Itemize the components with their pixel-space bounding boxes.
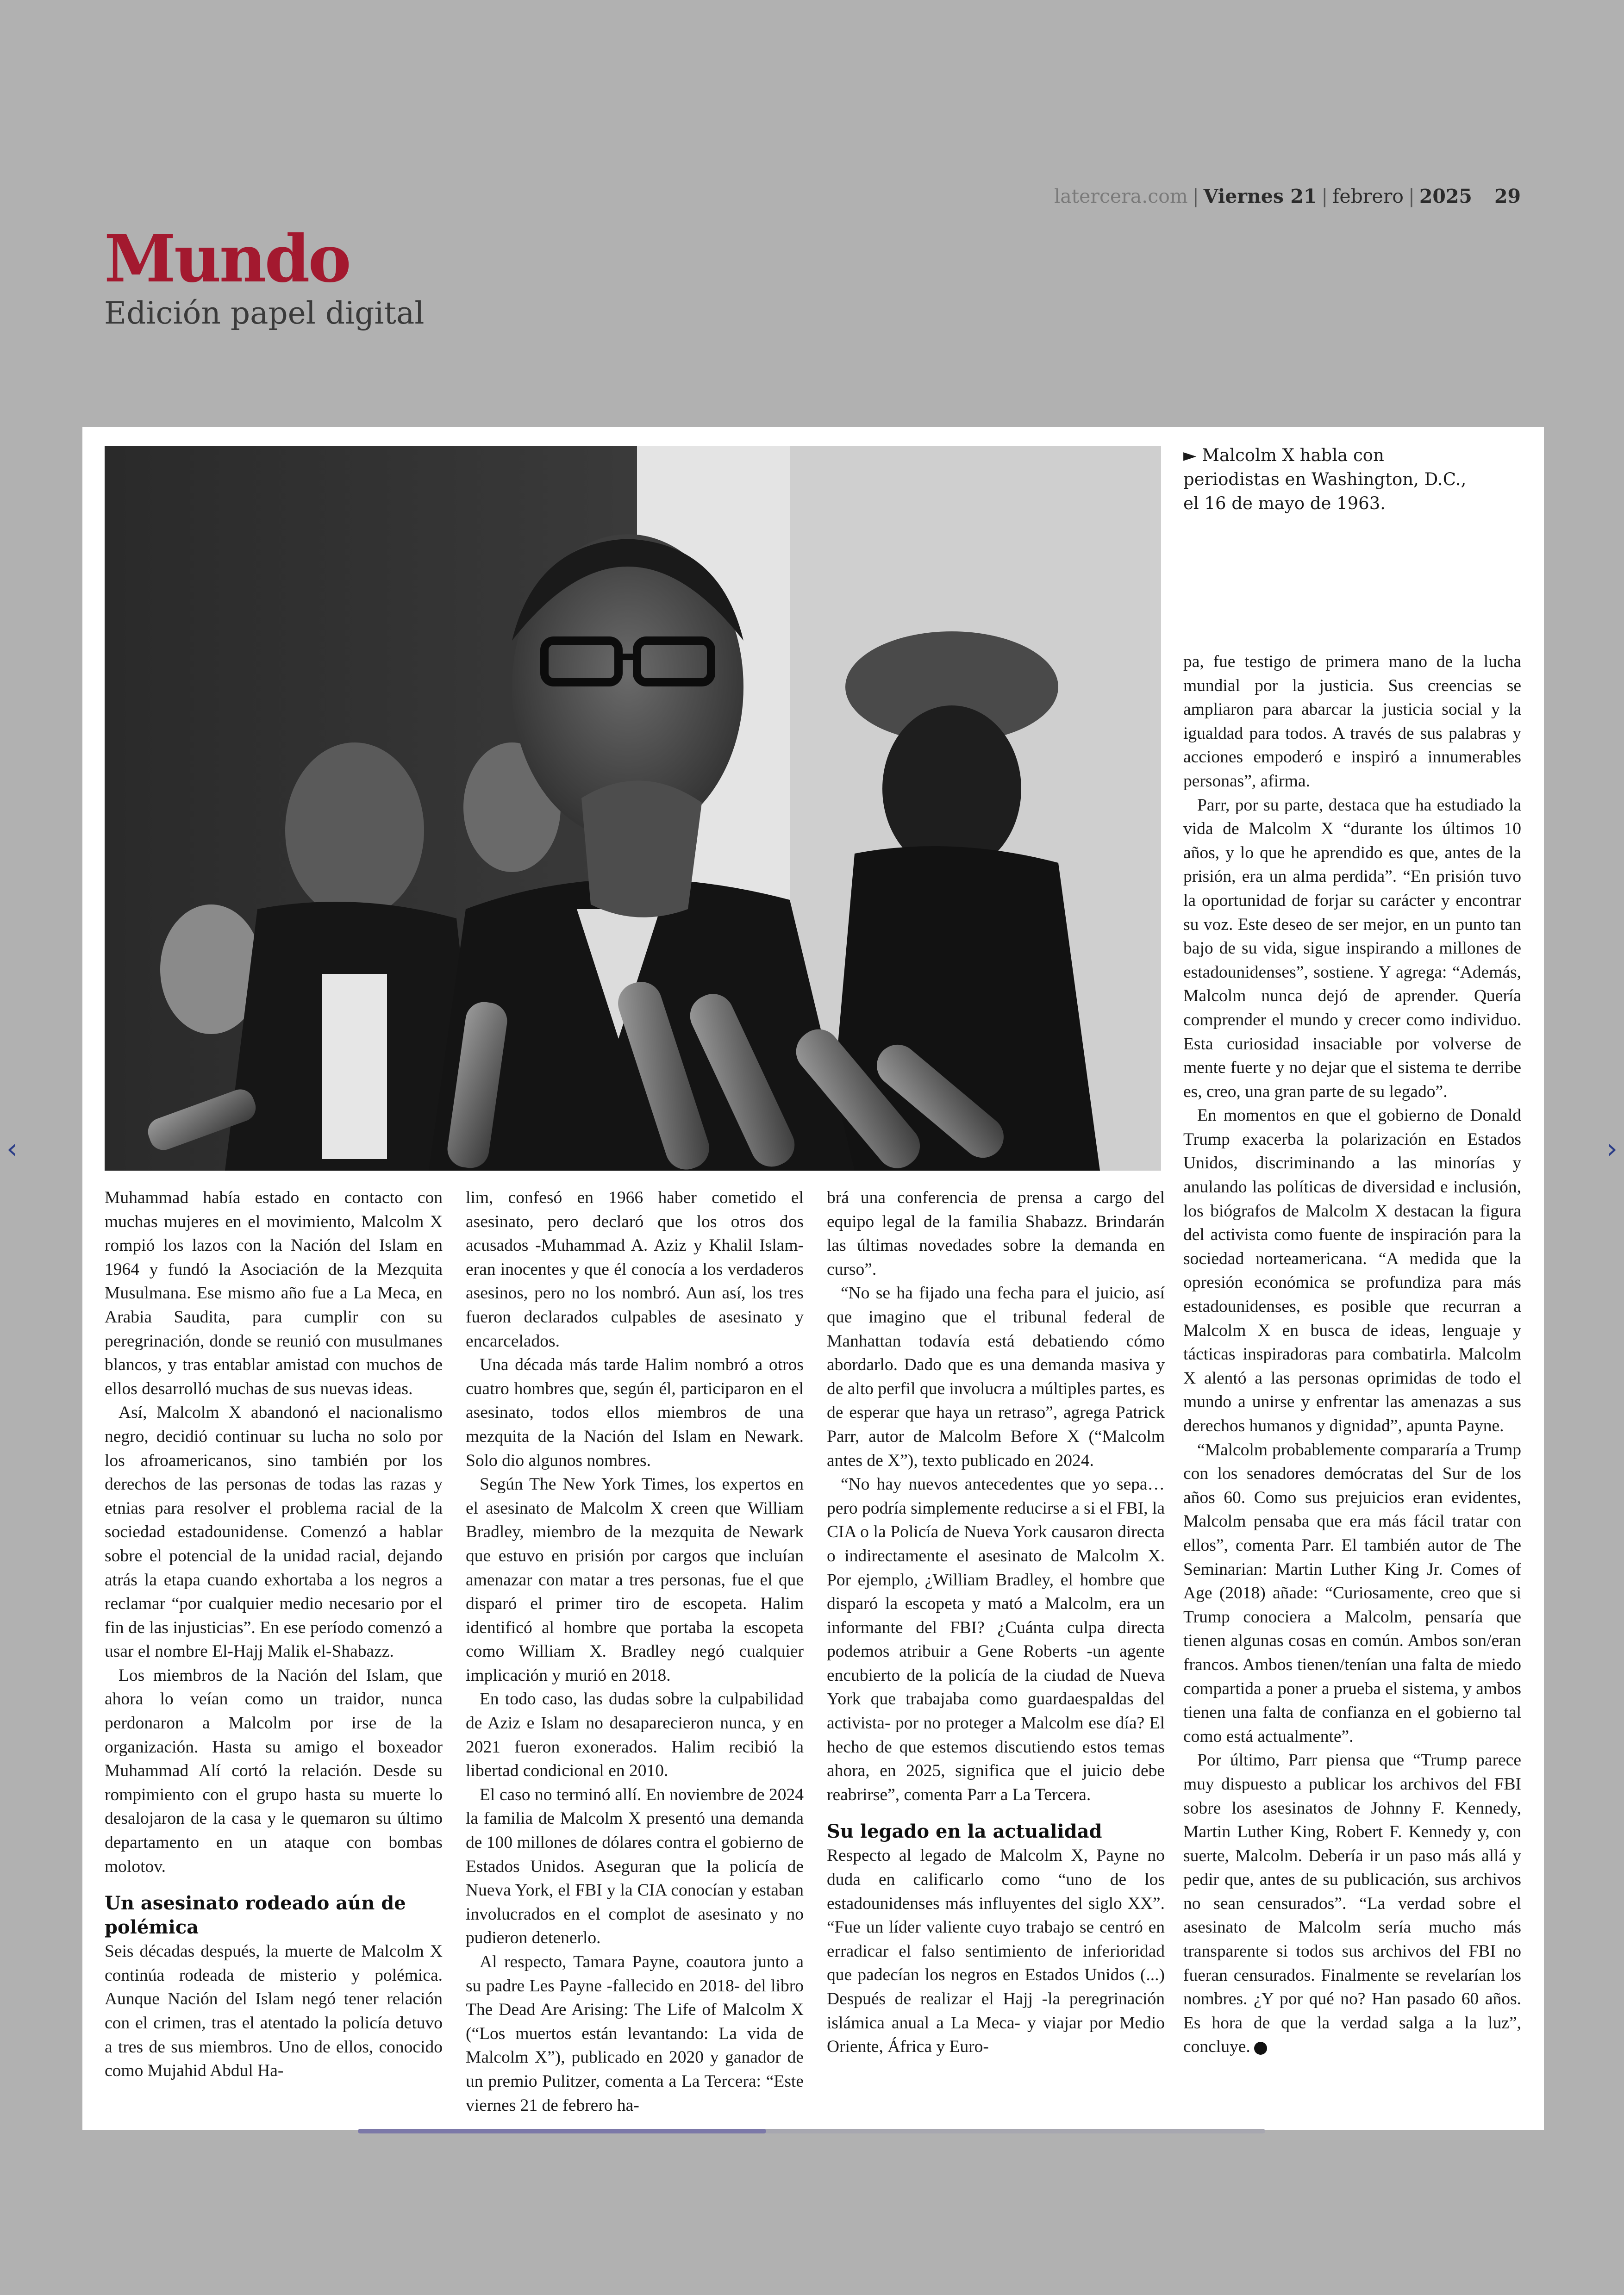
header-month: febrero [1332,185,1404,207]
subheading-asesinato: Un asesinato rodeado aún de polémica [105,1892,406,1939]
paragraph: “No hay nuevos antecedentes que yo sepa… pero podría simplemente reducirse a si el FBI, la CIA o la Policía de Nueva York causaron directa o indirectamente el asesinato de Malcolm X. Por ejemplo, ¿William Bradley, el hombre que disparó la escopeta y mató a Malcolm, era un informante del FBI? ¿Cuánta culpa directa podemos atribuir a Gene Roberts -un agente encubierto de la policía de la ciudad de Nueva York que trabajaba como guardaespaldas del activista- por no proteger a Malcolm ese día? El hecho de que estemos discutiendo estos temas ahora, en 2025, significa que el juicio debe reabrirse”, comenta Parr a La Tercera. [827,1475,1165,1804]
article-column-4 [1183,650,1521,2059]
header-year: 2025 [1419,185,1472,207]
page-number: 29 [1494,185,1521,207]
section-title: Mundo [104,221,350,297]
site-name: latercera.com [1054,185,1188,207]
paragraph: Al respecto, Tamara Payne, coautora junto a su padre Les Payne -fallecido en 2018- del libro The Dead Are Arising: The Life of Malcolm X (“Los muertos están levantando: La vida de Malcolm X”), publicado en 2020 y ganador de un premio Pulitzer, comenta a La Tercera: “Este viernes 21 de febrero ha- [466,1952,804,2115]
photo-illustration [105,446,1161,1171]
photo-caption: ► Malcolm X habla con periodistas en Washington, D.C., el 16 de mayo de 1963. [1183,445,1467,513]
reading-progress-bar[interactable] [358,2129,1265,2133]
paragraph: lim, confesó en 1966 haber cometido el asesinato, pero declaró que los otros dos acusados -Muhammad A. Aziz y Khalil Islam- eran inocentes y que él conocía a los verdaderos asesinos, pero no los nombró. Aun así, los tres fueron declarados culpables de asesinato y encarcelados. [466,1188,804,1351]
paragraph: Según The New York Times, los expertos en el asesinato de Malcolm X creen que William Bradley, miembro de la mezquita de Newark que estuvo en prisión por cargos que incluían amenazar con matar a tres personas, fue el que disparó el primer tiro de escopeta. Halim identificó al hombre que portaba la escopeta como William X. Bradley negó cualquier implicación y murió en 2018. [466,1475,804,1685]
article-column-3 [827,1186,1165,2059]
subheading-legado: Su legado en la actualidad [827,1821,1102,1843]
paragraph-final: Por último, Parr piensa que “Trump parece muy dispuesto a publicar los archivos del FBI sobre los asesinatos de Johnny F. Kennedy, Martin Luther King, Robert F. Kennedy y, con suerte, Malcolm. Debería ir un paso más allá y pedir que, antes de su publicación, sus archivos no sean censurados”. “La verdad sobre el asesinato de Malcolm sería mucho más transparente si todos sus archivos del FBI no fueran censurados. Finalmente se revelarían los nombres. ¿Y por qué no? Han pasado 60 años. Es hora de que la verdad salga a la luz”, concluye. [1183,1751,1521,2057]
paragraph: Una década más tarde Halim nombró a otros cuatro hombres que, según él, participaron en el asesinato, todos ellos miembros de una mezquita de la Nación del Islam en Newark. Solo dio algunos nombres. [466,1355,804,1470]
paragraph: Parr, por su parte, destaca que ha estudiado la vida de Malcolm X “durante los últimos 10 años, y lo que he aprendido es que, antes de la prisión, era un alma perdida”. “En prisión tuvo la oportunidad de forjar su carácter y encontrar su voz. Este deseo de ser mejor, en un punto tan bajo de su vida, sigue inspirando a millones de estadounidenses”, sostiene. Y agrega: “Además, Malcolm nunca dejó de aprender. Quería comprender el mundo y crecer como individuo. Esta curiosidad insaciable por volverse de mente fuerte y no dejar que el sistema te derribe es, creo, una gran parte de su legado”. [1183,795,1521,1101]
paragraph: Respecto al legado de Malcolm X, Payne no duda en calificarlo como “uno de los estadounidenses más influyentes del siglo XX”. “Fue un líder valiente cuyo trabajo se centró en erradicar el falso sentimiento de inferioridad que padecían los negros en Estados Unidos (...) Después de realizar el Hajj -la peregrinación islámica anual a La Meca- y viajar por Medio Oriente, África y Euro- [827,1846,1165,2057]
article-column-2 [466,1186,804,2117]
chevron-left-icon[interactable]: ‹ [6,1133,18,1165]
page-header-info: latercera.com | Viernes 21 | febrero | 2025 29 [1054,185,1521,207]
paragraph: Seis décadas después, la muerte de Malcolm X continúa rodeada de misterio y polémica. Aunque Nación del Islam negó tener relación con el crimen, tras el atentado la policía detuvo a tres de sus miembros. Uno de ellos, conocido como Mujahid Abdul Ha- [105,1942,443,2081]
end-mark-icon [1254,2042,1267,2055]
header-day: Viernes 21 [1203,185,1317,207]
chevron-right-icon[interactable]: › [1606,1133,1618,1165]
paragraph: Los miembros de la Nación del Islam, que ahora lo veían como un traidor, nunca perdonaron a Malcolm por irse de la organización. Hasta su amigo el boxeador Muhammad Alí cortó la relación. Desde su rompimiento con el grupo hasta su muerte lo desalojaron de la casa y le quemaron su último departamento en un ataque con bombas molotov. [105,1665,443,1876]
article-photo [105,446,1161,1171]
paragraph: Así, Malcolm X abandonó el nacionalismo negro, decidió continuar su lucha no solo por los afroamericanos, sino también por los derechos de las personas de todas las razas y etnias para resolver el problema racial de la sociedad estadounidense. Comenzó a hablar sobre el potencial de la unidad racial, dejando atrás la etapa cuando exhortaba a los negros a reclamar “por cualquier medio necesario por el fin de las injusticias”. En ese período comenzó a usar el nombre El-Hajj Malik el-Shabazz. [105,1403,443,1661]
paragraph: En todo caso, las dudas sobre la culpabilidad de Aziz e Islam no desaparecieron nunca, y en 2021 fueron exonerados. Halim recibió la libertad condicional en 2010. [466,1690,804,1781]
reading-progress-fill [358,2129,766,2133]
section-subtitle: Edición papel digital [104,295,425,331]
paragraph: brá una conferencia de prensa a cargo del equipo legal de la familia Shabazz. Brindarán las últimas novedades sobre la demanda en curso”. [827,1188,1165,1279]
paragraph: “Malcolm probablemente compararía a Trump con los senadores demócratas del Sur de los años 60. Como sus prejuicios eran evidentes, Malcolm pensaba que era más fácil tratar con ellos”, comenta Parr. El también autor de The Seminarian: Martin Luther King Jr. Comes of Age (2018) añade: “Curiosamente, creo que si Trump conociera a Malcolm, pensaría que tienen algunas cosas en común. Ambos son/eran francos. Ambos tienen/tenían una falta de miedo compartida a poner a prueba el sistema, y ambos tienen una falta de confianza en el gobierno tal como está actualmente”. [1183,1440,1521,1746]
article-column-1 [105,1186,443,2083]
paragraph: Muhammad había estado en contacto con muchas mujeres en el movimiento, Malcolm X rompió los lazos con la Nación del Islam en 1964 y fundó la Asociación de la Mezquita Musulmana. Ese mismo año fue a La Meca, en Arabia Saudita, para cumplir con su peregrinación, donde se reunió con musulmanes blancos, y tras entablar amistad con muchos de ellos desarrolló muchas de sus nuevas ideas. [105,1188,443,1398]
newspaper-page [82,427,1544,2130]
paragraph: pa, fue testigo de primera mano de la lucha mundial por la justicia. Sus creencias se ampliaron para abarcar la justicia social y la igualdad para todos. A través de sus palabras y acciones empoderó e inspiró a innumerables personas”, afirma. [1183,652,1521,791]
paragraph: En momentos en que el gobierno de Donald Trump exacerba la polarización en Estados Unidos, discriminando a las minorías y anulando las políticas de diversidad e inclusión, los biógrafos de Malcolm X destacan la figura del activista como fuente de inspiración para la sociedad norteamericana. “A medida que la opresión económica se profundiza para más estadounidenses, es posible que recurran a Malcolm X en busca de ideas, lenguaje y tácticas inspiradoras para combatirla. Malcolm X alentó a las personas oprimidas de todo el mundo a unirse y enfrentar las amenazas a sus derechos humanos y dignidad”, apunta Payne. [1183,1106,1521,1435]
paragraph: El caso no terminó allí. En noviembre de 2024 la familia de Malcolm X presentó una demanda de 100 millones de dólares contra el gobierno de Estados Unidos. Aseguran que la policía de Nueva York, el FBI y la CIA conocían y estaban involucrados en el complot de asesinato y no pudieron detenerlo. [466,1785,804,1948]
paragraph: “No se ha fijado una fecha para el juicio, así que imagino que el tribunal federal de Manhattan todavía está debatiendo cómo abordarlo. Dado que es una demanda masiva y de alto perfil que involucra a múltiples partes, es de esperar que haya un retraso”, agrega Patrick Parr, autor de Malcolm Before X (“Malcolm antes de X”), texto publicado en 2024. [827,1284,1165,1470]
